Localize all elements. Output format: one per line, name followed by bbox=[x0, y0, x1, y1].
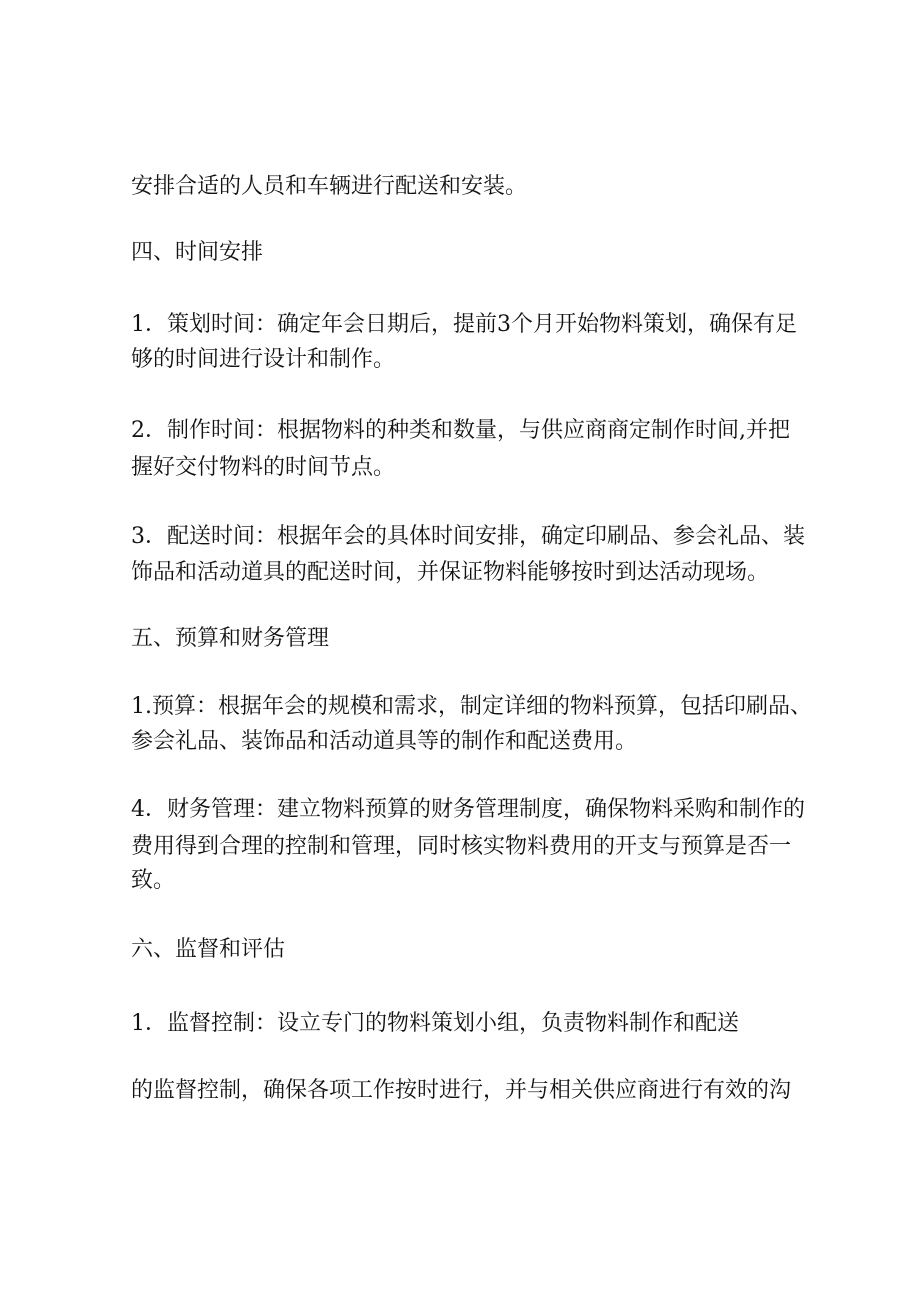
section-heading: 四、时间安排 bbox=[131, 240, 264, 265]
paragraph-line: 饰品和活动道具的配送时间，并保证物料能够按时到达活动现场。 bbox=[131, 560, 770, 585]
section-heading: 五、预算和财务管理 bbox=[131, 626, 330, 651]
section-heading: 六、监督和评估 bbox=[131, 937, 286, 962]
paragraph-line: 参会礼品、装饰品和活动道具等的制作和配送费用。 bbox=[131, 729, 638, 754]
paragraph-line: 3．配送时间：根据年会的具体时间安排，确定印刷品、参会礼品、装 bbox=[131, 524, 805, 549]
paragraph-line: 的监督控制，确保各项工作按时进行，并与相关供应商进行有效的沟 bbox=[131, 1078, 792, 1103]
paragraph-line: 2．制作时间：根据物料的种类和数量，与供应商商定制作时间,并把 bbox=[131, 418, 790, 443]
paragraph-line: 致。 bbox=[131, 868, 176, 893]
paragraph-line: 4．财务管理：建立物料预算的财务管理制度，确保物料采购和制作的 bbox=[131, 797, 805, 822]
paragraph-line: 1．监督控制：设立专门的物料策划小组，负责物料制作和配送 bbox=[131, 1011, 739, 1036]
paragraph-line: 1.预算：根据年会的规模和需求，制定详细的物料预算，包括印刷品、 bbox=[131, 694, 812, 719]
paragraph-line: 握好交付物料的时间节点。 bbox=[131, 455, 396, 480]
paragraph-line: 够的时间进行设计和制作。 bbox=[131, 347, 396, 372]
paragraph-line: 安排合适的人员和车辆进行配送和安装。 bbox=[131, 174, 528, 199]
paragraph-line: 1．策划时间：确定年会日期后，提前3个月开始物料策划，确保有足 bbox=[131, 312, 797, 337]
paragraph-line: 费用得到合理的控制和管理，同时核实物料费用的开支与预算是否一 bbox=[131, 834, 792, 859]
